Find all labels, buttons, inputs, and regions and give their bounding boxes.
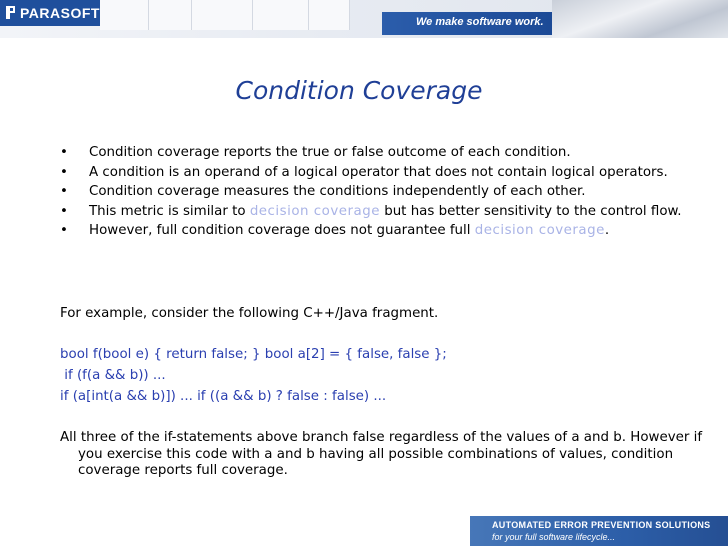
decision-coverage-link[interactable]: decision coverage <box>474 223 605 238</box>
bullet-dot: • <box>60 184 68 199</box>
decision-coverage-link[interactable]: decision coverage <box>249 203 380 219</box>
bullet-text: Condition coverage reports the true or false outcome of each condition. <box>89 145 571 160</box>
footer-subtitle: for your full software lifecycle... <box>492 532 616 542</box>
footer-title: AUTOMATED ERROR PREVENTION SOLUTIONS <box>492 520 711 530</box>
conclusion-paragraph: All three of the if-statements above branch false regardless of the values of a and b. However if you exercise this code with a and b having all possible combinations of values, condition coverage reports full coverage. <box>60 430 703 478</box>
code-line: if (a[int(a && b)]) ... if ((a && b) ? false : false) ... <box>60 389 387 404</box>
bullet-text: . <box>604 223 610 238</box>
bullet-text: A condition is an operand of a logical operator that does not contain logical operators. <box>89 164 668 180</box>
bullet-dot: • <box>60 145 68 160</box>
tagline: We make software work. <box>416 16 544 28</box>
bullet-item <box>60 165 700 181</box>
bullet-item <box>60 204 700 220</box>
header-photo <box>552 0 728 38</box>
bullet-item <box>60 145 700 161</box>
bullet-text: This metric is similar to <box>89 203 250 219</box>
bullet-list <box>60 145 700 243</box>
bullet-dot: • <box>60 164 68 180</box>
parasoft-logo <box>0 0 100 26</box>
footer-banner <box>470 516 728 546</box>
logo-mark-icon <box>4 5 17 20</box>
bullet-dot: • <box>60 223 68 238</box>
bullet-item <box>60 184 700 200</box>
header-banner <box>0 0 728 38</box>
example-intro: For example, consider the following C++/Java fragment. <box>60 306 439 321</box>
logo-text: PARASOFT <box>20 5 100 21</box>
bullet-text: Condition coverage measures the conditions independently of each other. <box>89 184 586 199</box>
bullet-dot: • <box>60 203 68 219</box>
bullet-text: but has better sensitivity to the control flow. <box>379 203 682 219</box>
bullet-item <box>60 223 700 239</box>
code-line: bool f(bool e) { return false; } bool a[2] = { false, false }; <box>60 347 447 362</box>
code-line: if (f(a && b)) ... <box>60 368 166 383</box>
bullet-text: However, full condition coverage does not guarantee full <box>89 223 475 238</box>
slide-title: Condition Coverage <box>235 76 483 105</box>
